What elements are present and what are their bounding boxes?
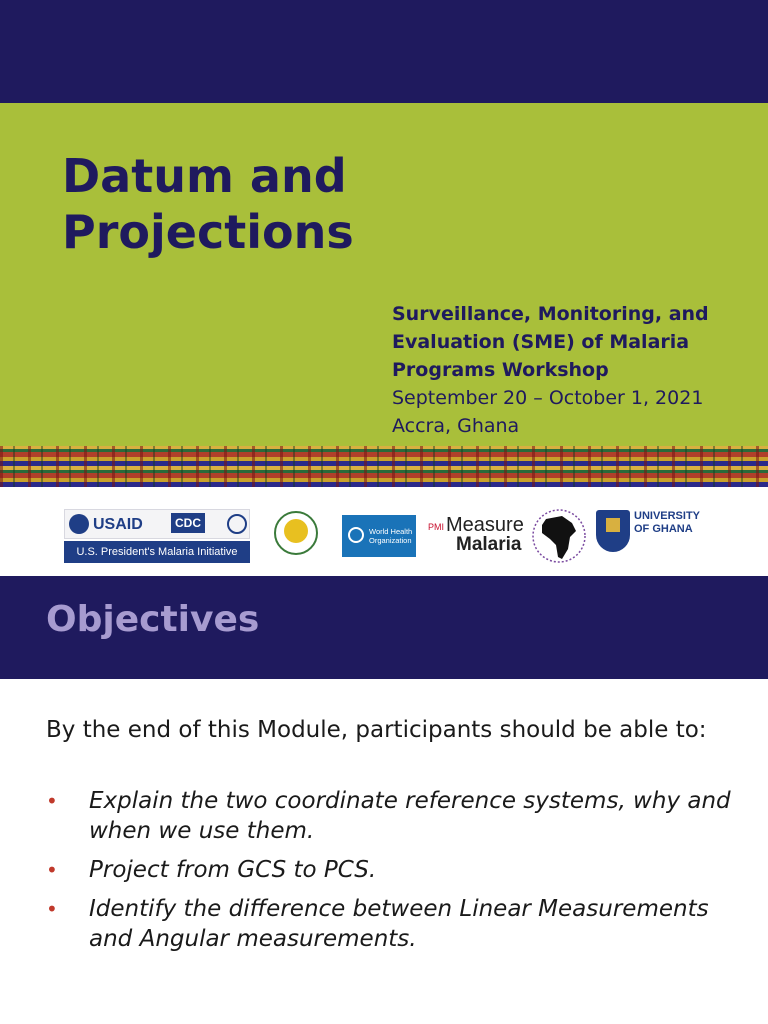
bullet-icon: • — [46, 897, 58, 921]
usaid-logo — [64, 509, 250, 565]
title-line-1: Datum and — [62, 149, 347, 203]
ghana-health-service-logo — [266, 505, 326, 567]
pmi-banner: U.S. President's Malaria Initiative — [64, 541, 250, 563]
who-logo — [342, 515, 416, 557]
hhs-seal-icon — [227, 514, 247, 534]
kente-pattern-strip — [0, 446, 768, 487]
top-banner — [0, 0, 768, 103]
partner-logos — [0, 487, 768, 576]
usaid-wordmark: USAID — [93, 516, 143, 533]
bullet-icon: • — [46, 789, 58, 813]
bullet-icon: • — [46, 858, 58, 882]
africa-map-icon — [532, 505, 586, 567]
workshop-name-line-3: Programs Workshop — [392, 359, 609, 381]
measure-wordmark: Measure — [446, 514, 524, 536]
title-line-2: Projections — [62, 205, 354, 259]
ug-crest-icon — [596, 510, 630, 552]
ghs-emblem-icon — [284, 519, 308, 543]
objective-text: Project from GCS to PCS. — [89, 857, 377, 883]
objectives-heading: Objectives — [46, 599, 260, 640]
workshop-name-line-1: Surveillance, Monitoring, and — [392, 303, 709, 325]
slide-title — [62, 148, 354, 260]
workshop-dates: September 20 – October 1, 2021 — [392, 387, 704, 409]
cdc-logo: CDC — [171, 513, 205, 533]
objective-text: Identify the difference between Linear Measurements and Angular measurements. — [89, 896, 709, 952]
usaid-seal-icon — [69, 514, 89, 534]
measure-malaria-logo — [428, 511, 528, 561]
malaria-wordmark: Malaria — [456, 534, 522, 555]
pmi-label: PMI — [428, 522, 445, 532]
workshop-info — [392, 300, 764, 440]
africa-map-logo — [532, 505, 586, 567]
who-wordmark: World Health Organization — [369, 527, 413, 545]
ug-crest-emblem — [606, 518, 620, 532]
ug-line-1: UNIVERSITY — [634, 510, 701, 522]
workshop-name-line-2: Evaluation (SME) of Malaria — [392, 331, 690, 353]
objective-item — [46, 855, 746, 885]
ug-wordmark — [634, 510, 700, 536]
ug-line-2: OF GHANA — [634, 523, 693, 535]
objectives-list — [46, 786, 746, 963]
university-of-ghana-logo — [594, 507, 702, 561]
objective-item — [46, 786, 746, 846]
who-globe-icon — [348, 527, 364, 543]
workshop-location: Accra, Ghana — [392, 415, 520, 437]
objective-text: Explain the two coordinate reference systems, why and when we use them. — [89, 788, 731, 844]
objectives-intro: By the end of this Module, participants should be able to: — [46, 717, 707, 743]
objective-item — [46, 894, 746, 954]
usaid-logo-panel — [64, 509, 250, 539]
